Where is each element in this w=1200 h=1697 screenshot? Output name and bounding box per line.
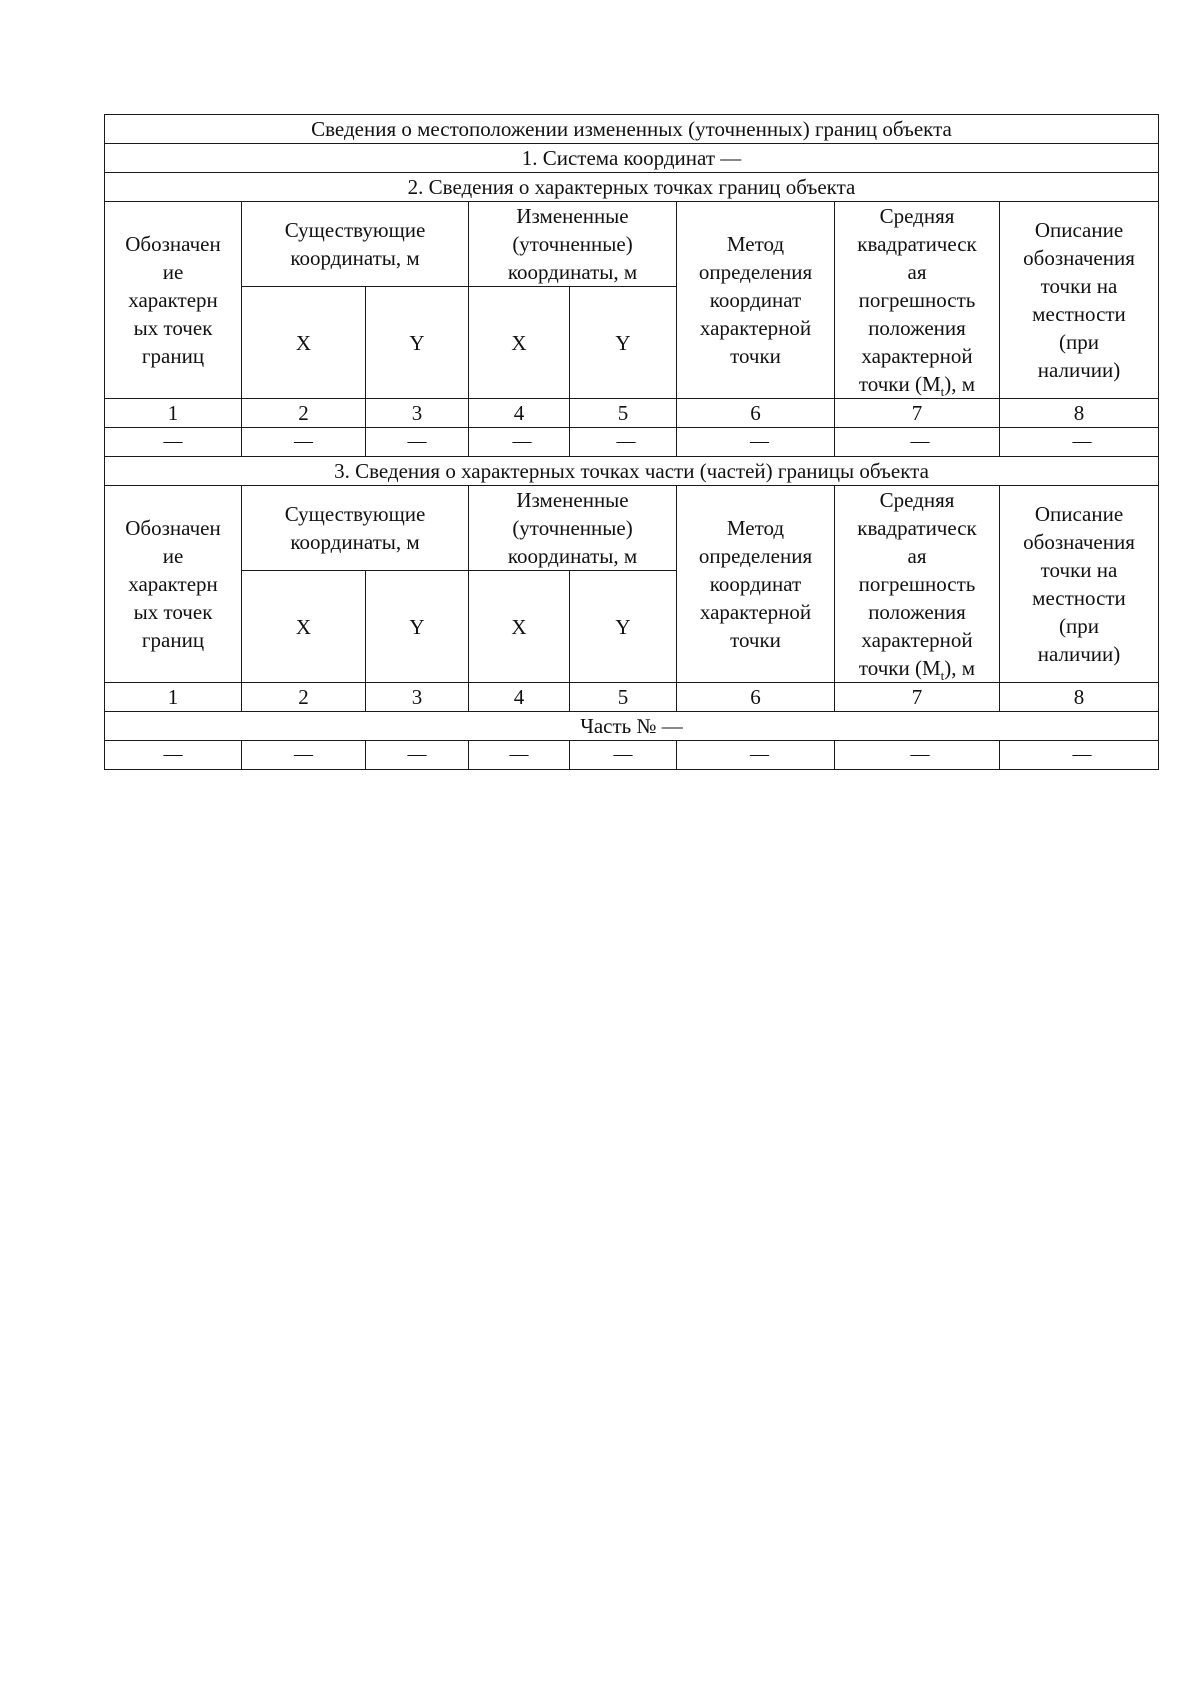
empty-cell: — [366,741,469,770]
section3-data-row [105,741,1159,770]
header-changed-coords: Измененные (уточненные) координаты, м [469,202,677,287]
column-number: 6 [677,399,835,428]
boundary-table [104,114,1159,770]
column-number: 8 [1000,399,1159,428]
header-existing-y: Y [366,571,469,683]
header-mean-square-error: Средняя квадратическ ая погрешность положения характерной точки $(M_t)$, м [835,486,1000,683]
empty-cell: — [677,741,835,770]
column-number: 7 [835,399,1000,428]
empty-cell: — [570,428,677,457]
header-mean-square-error: Средняя квадратическ ая погрешность положения характерной точки $(M_t)$, м [835,202,1000,399]
header-changed-y: Y [570,571,677,683]
section2-title: 2. Сведения о характерных точках границ объекта [105,173,1159,202]
column-number: 4 [469,683,570,712]
empty-cell: — [677,428,835,457]
header-changed-y: Y [570,287,677,399]
section2-column-numbers [105,399,1159,428]
column-number: 5 [570,683,677,712]
column-number: 3 [366,399,469,428]
section3-header-row-a [105,486,1159,571]
header-changed-x: X [469,571,570,683]
title-row [105,115,1159,144]
empty-cell: — [366,428,469,457]
section2-data-row [105,428,1159,457]
section3-row [105,457,1159,486]
section3-column-numbers [105,683,1159,712]
section3-title: 3. Сведения о характерных точках части (частей) границы объекта [105,457,1159,486]
header-existing-coords: Существующие координаты, м [242,202,469,287]
column-number: 1 [105,683,242,712]
document-sheet [104,114,1158,770]
empty-cell: — [242,741,366,770]
empty-cell: — [469,741,570,770]
header-existing-x: X [242,571,366,683]
column-number: 2 [242,683,366,712]
empty-cell: — [105,741,242,770]
column-number: 8 [1000,683,1159,712]
empty-cell: — [105,428,242,457]
column-number: 3 [366,683,469,712]
empty-cell: — [1000,428,1159,457]
header-method: Метод определения координат характерной точки [677,486,835,683]
header-method: Метод определения координат характерной точки [677,202,835,399]
section2-row [105,173,1159,202]
table-title: Сведения о местоположении измененных (уточненных) границ объекта [105,115,1159,144]
column-number: 4 [469,399,570,428]
column-number: 7 [835,683,1000,712]
header-point-designation: Обозначен ие характерн ых точек границ [105,202,242,399]
header-point-designation: Обозначен ие характерн ых точек границ [105,486,242,683]
coordinate-system-row [105,144,1159,173]
coordinate-system-label: 1. Система координат — [105,144,1159,173]
column-number: 2 [242,399,366,428]
header-changed-coords: Измененные (уточненные) координаты, м [469,486,677,571]
header-existing-coords: Существующие координаты, м [242,486,469,571]
header-changed-x: X [469,287,570,399]
part-label: Часть № — [105,712,1159,741]
column-number: 1 [105,399,242,428]
header-description: Описание обозначения точки на местности (при наличии) [1000,202,1159,399]
empty-cell: — [242,428,366,457]
part-row [105,712,1159,741]
column-number: 6 [677,683,835,712]
empty-cell: — [570,741,677,770]
empty-cell: — [469,428,570,457]
header-existing-y: Y [366,287,469,399]
empty-cell: — [1000,741,1159,770]
header-existing-x: X [242,287,366,399]
empty-cell: — [835,428,1000,457]
section2-header-row-a [105,202,1159,287]
column-number: 5 [570,399,677,428]
header-description: Описание обозначения точки на местности (при наличии) [1000,486,1159,683]
empty-cell: — [835,741,1000,770]
